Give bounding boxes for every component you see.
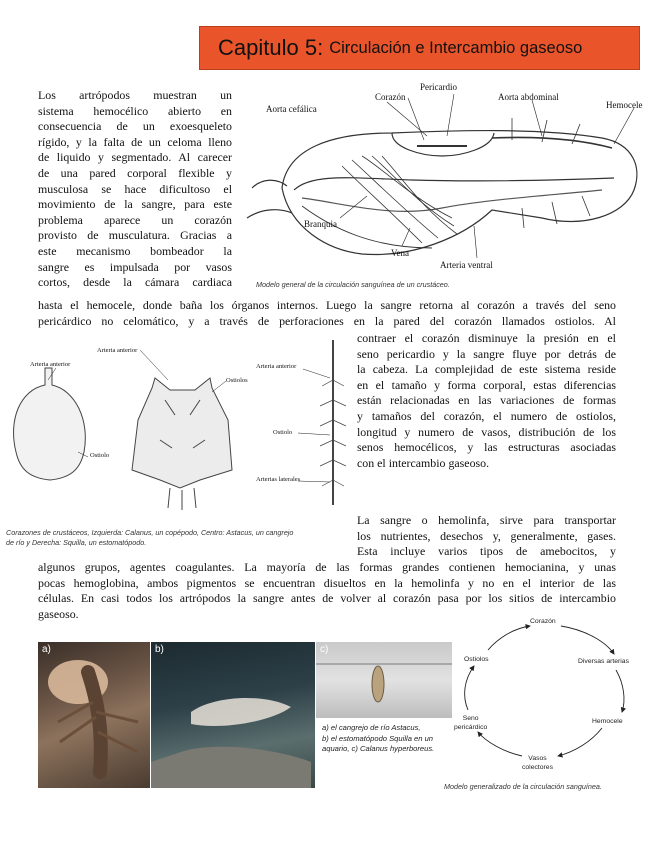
cycle-node-hemocele: Hemocele	[592, 718, 623, 725]
text-line: la cabeza. La complejidad de este sistema reside	[357, 362, 616, 377]
text-line: sistema hemocélico abierto en	[38, 103, 232, 118]
paragraph-intro-continued	[38, 298, 616, 329]
text-line: Esta incluye varios tipos de amebocitos, y	[357, 544, 616, 559]
photos-caption-line: b) el estomatópodo Squilla en un	[322, 733, 434, 743]
photo-calanus	[316, 642, 452, 718]
paragraph-intro-continued-lines	[38, 298, 616, 329]
text-line: longitud y numero de vasos, distribución de los	[357, 424, 616, 439]
figure2-caption	[6, 528, 346, 548]
text-line: sangre es impulsada por vasos	[38, 259, 232, 274]
photos-caption-line: aquario, c) Calanus hyperboreus.	[322, 744, 435, 753]
text-line: pocas hemoglobina, ambos pigmentos se encuentran disueltos en la hemolinfa y no en el interior de las	[38, 575, 616, 590]
label-vena: Vena	[391, 248, 409, 258]
cycle-node-ostiolos: Ostiolos	[464, 656, 489, 663]
photo-label-c: c)	[320, 644, 329, 655]
chapter-number: Capitulo 5:	[218, 35, 324, 60]
figure-crustacean-circulation	[242, 78, 652, 290]
label-pericardio: Pericardio	[420, 82, 457, 92]
text-line: pericárdico no celomático, y a través de perforaciones en la pared del corazón llamados ostiolos. Al	[38, 313, 616, 328]
text-line: movimiento de la sangre, para este	[38, 197, 232, 212]
text-line: problema aparece un corazón	[38, 212, 232, 227]
cycle-node-colectores-line: colectores	[522, 764, 553, 771]
photo-astacus	[38, 642, 150, 788]
text-line: contraer el corazón disminuye la presión en el	[357, 331, 616, 345]
chapter-topic: Circulación e Intercambio gaseoso	[329, 38, 583, 57]
photos-caption-line: a) el cangrejo de río Astacus,	[322, 723, 421, 732]
photo-label-a: a)	[42, 644, 51, 655]
photo-label-b: b)	[155, 644, 164, 655]
paragraph-hemolymph-lines	[357, 513, 616, 560]
stomatopod-shape	[151, 642, 315, 788]
text-line: en el tamaño y forma corporal, estas diferencias	[357, 377, 616, 392]
cycle-node-pericardico-line: pericárdico	[454, 724, 488, 731]
paragraph-hemolymph	[357, 513, 616, 560]
figure2-caption-line: Corazones de crustáceos, Izquierda: Calanus, un copépodo, Centro: Astacus, un cangrejo	[6, 528, 294, 537]
text-line: de liquido y segmentado. Al carecer	[38, 150, 232, 165]
text-line: provisto de musculatura. Gracias a	[38, 228, 232, 243]
paragraph-heart-complexity-lines	[357, 331, 616, 471]
label-arteria-anterior-astacus: Arteria anterior	[97, 347, 138, 354]
text-line: seno pericardio y la sangre fluye por detrás de	[357, 346, 616, 361]
photo-squilla	[151, 642, 315, 788]
cycle-node-corazon: Corazón	[530, 618, 556, 625]
label-ostiolo-squilla: Ostiolo	[273, 429, 293, 436]
text-line: La sangre o hemolinfa, sirve para transportar	[357, 513, 616, 527]
label-ostiolos-astacus: Ostiolos	[226, 377, 248, 384]
label-aorta-cefalica: Aorta cefálica	[266, 104, 317, 114]
chapter-title-banner	[199, 26, 640, 70]
text-line: rígido, y la falta de un celoma lleno	[38, 134, 232, 149]
text-line: están relacionadas en las variaciones de formas	[357, 393, 616, 408]
text-line: con el intercambio gaseoso.	[357, 455, 490, 470]
text-line: consecuencia de un exoesqueleto	[38, 119, 232, 134]
text-line: musculosa se hace dificultoso el	[38, 181, 232, 196]
text-line: senos hemocélicos, y las estructuras asociadas	[357, 440, 616, 455]
label-arteria-anterior-squilla: Arteria anterior	[256, 363, 297, 370]
cycle-node-seno-pericardico	[454, 714, 487, 732]
label-corazon: Corazón	[375, 92, 406, 102]
figure-crustacean-hearts	[0, 340, 350, 512]
copepod-shape	[316, 642, 452, 718]
label-ostiolo-calanus: Ostiolo	[90, 452, 110, 459]
text-line: de una pared corporal flexible y	[38, 165, 232, 180]
label-branquia: Branquia	[304, 219, 337, 229]
label-arterias-laterales: Arterias laterales	[256, 476, 301, 483]
label-arteria-ventral: Arteria ventral	[440, 260, 493, 270]
crayfish-shape	[38, 642, 150, 788]
text-line: los nutrientes, desechos y, generalmente, gases.	[357, 528, 616, 543]
cycle-node-diversas-arterias: Diversas arterias	[578, 658, 629, 665]
figure1-caption: Modelo general de la circulación sanguínea de un crustáceo.	[256, 280, 450, 289]
cycle-node-vasos-line: Vasos	[528, 755, 547, 762]
text-line: y tamaños del corazón, el numero de ostiolos,	[357, 408, 616, 423]
label-hemocele: Hemocele	[606, 100, 643, 110]
text-line: hasta el hemocele, donde baña los órganos internos. Luego la sangre retorna al corazón a través del seno	[38, 298, 616, 312]
text-line: cortos, desde la cámara cardiaca	[38, 275, 232, 290]
text-line: Los artrópodos muestran un	[38, 88, 232, 102]
label-aorta-abdominal: Aorta abdominal	[498, 92, 559, 102]
paragraph-intro	[38, 88, 232, 291]
text-line: algunos grupos, agentes coagulantes. La mayoría de las formas grandes contienen hemocianina, y unas	[38, 560, 616, 574]
cycle-node-vasos-colectores	[522, 754, 553, 772]
photos-caption	[322, 723, 452, 755]
text-line: este mecanismo bombeador la	[38, 243, 232, 258]
cycle-node-seno-line: Seno	[462, 715, 479, 722]
cycle-caption: Modelo generalizado de la circulación sanguínea.	[444, 782, 602, 791]
figure-circulation-cycle	[446, 612, 646, 798]
text-line: gaseoso.	[38, 606, 79, 621]
paragraph-intro-lines	[38, 88, 232, 291]
paragraph-heart-complexity	[357, 331, 616, 471]
figure2-caption-line: de río y Derecha: Squilla, un estomatópodo.	[6, 538, 147, 547]
text-line: células. En casi todos los artrópodos la sangre antes de volver al corazón pasa por los sitios de intercambio	[38, 591, 616, 606]
label-arteria-anterior-calanus: Arteria anterior	[30, 361, 71, 368]
